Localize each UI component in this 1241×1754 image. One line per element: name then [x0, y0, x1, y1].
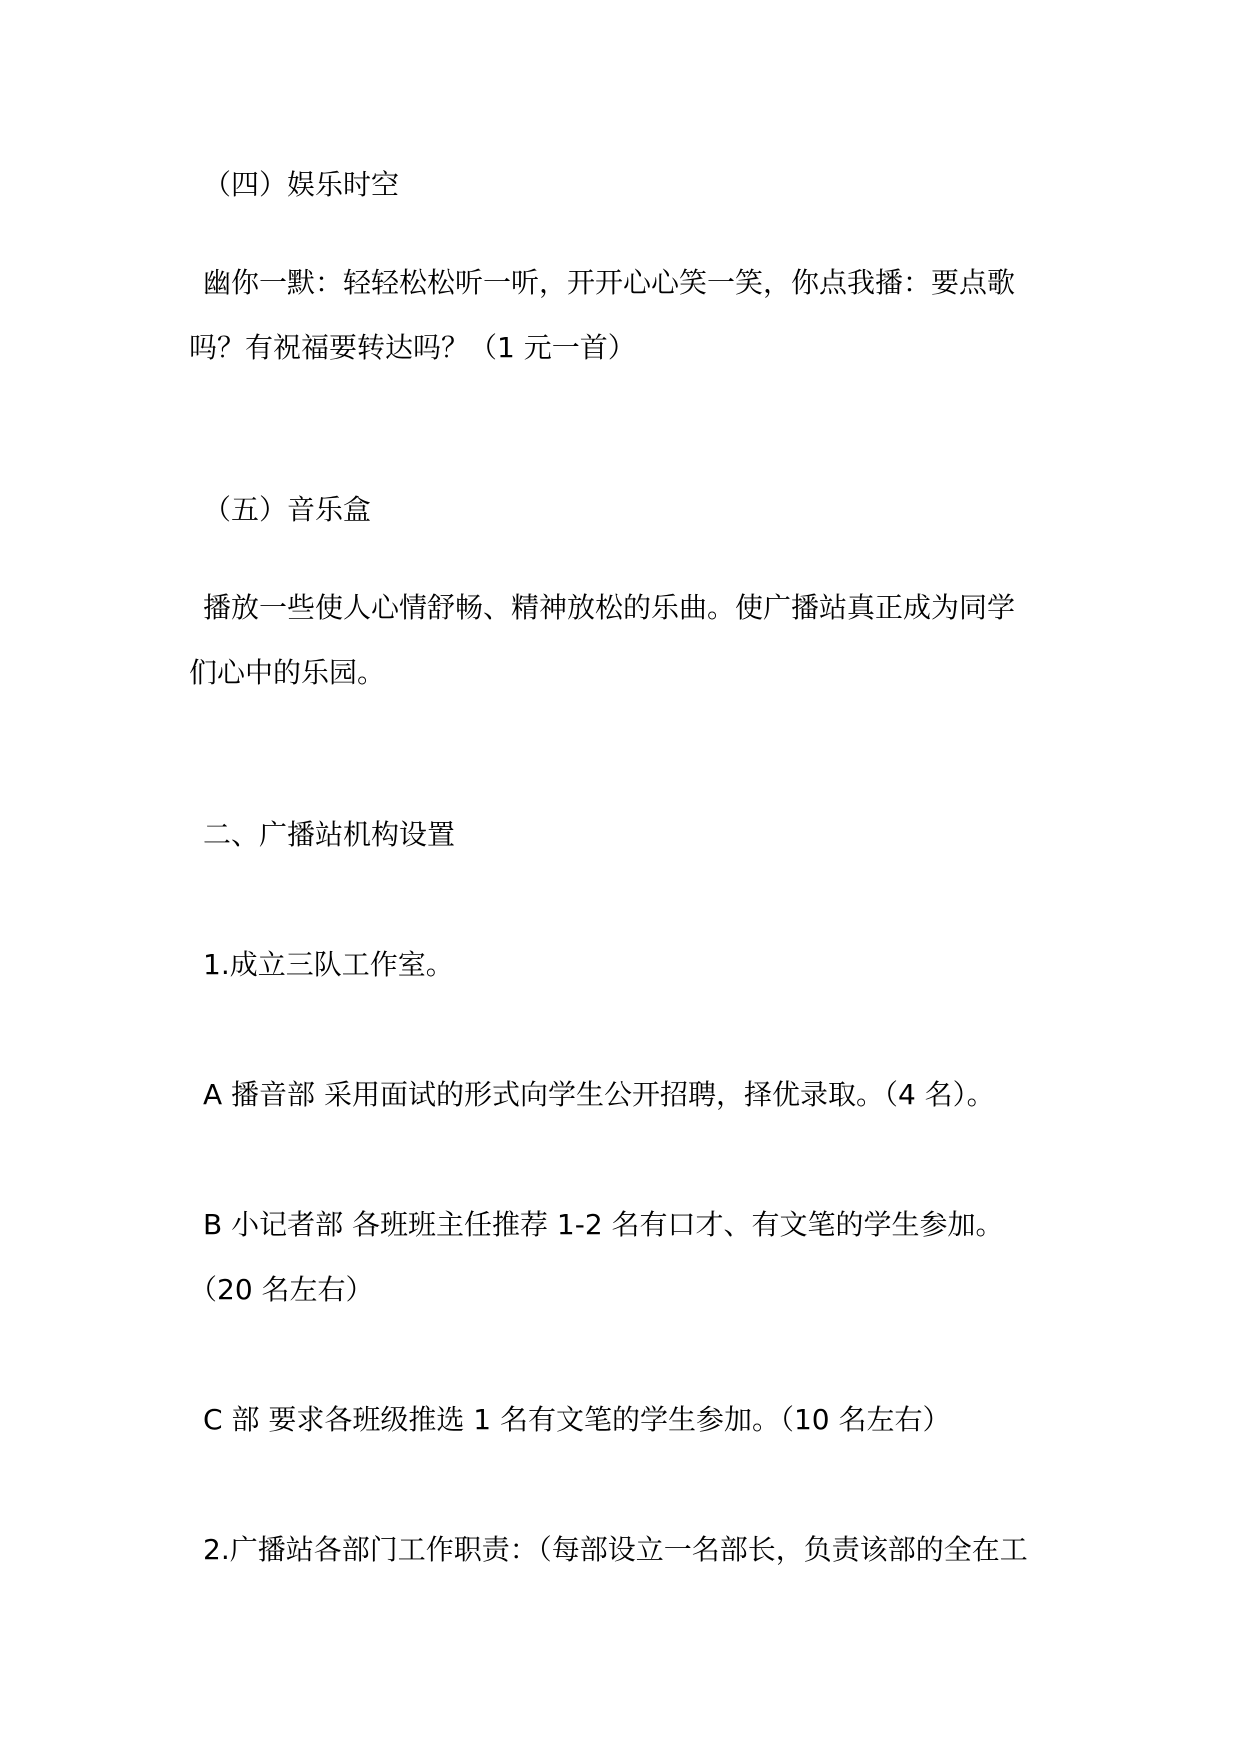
heading-organization [189, 802, 1069, 867]
paragraph-humor [189, 250, 1069, 380]
paragraph-three-teams [189, 932, 1069, 997]
paragraph-line: （四）娱乐时空 [203, 168, 400, 201]
paragraph-line: B 小记者部 各班班主任推荐 1-2 名有口才、有文笔的学生参加。 [203, 1208, 1004, 1241]
paragraph-music [189, 575, 1069, 705]
paragraph-line: 幽你一默：轻轻松松听一听，开开心心笑一笑，你点我播：要点歌 [203, 266, 1016, 299]
paragraph-line: A 播音部 采用面试的形式向学生公开招聘，择优录取。（4 名）。 [203, 1078, 995, 1111]
paragraph-line: C 部 要求各班级推选 1 名有文笔的学生参加。（10 名左右） [203, 1403, 951, 1436]
paragraph-line: 吗？有祝福要转达吗？（1 元一首） [189, 331, 636, 364]
heading-music-box [189, 477, 1069, 542]
paragraph-duties [189, 1517, 1069, 1582]
paragraph-broadcast-dept [189, 1062, 1069, 1127]
paragraph-line: 2.广播站各部门工作职责：（每部设立一名部长，负责该部的全在工 [203, 1533, 1028, 1566]
paragraph-line: 二、广播站机构设置 [203, 818, 456, 851]
paragraph-line: 们心中的乐园。 [189, 656, 386, 689]
paragraph-reporter-dept [189, 1192, 1069, 1322]
heading-entertainment [189, 152, 1069, 217]
paragraph-line: （五）音乐盒 [203, 493, 372, 526]
paragraph-line: 播放一些使人心情舒畅、精神放松的乐曲。使广播站真正成为同学 [203, 591, 1016, 624]
paragraph-c-dept [189, 1387, 1069, 1452]
paragraph-line: 1.成立三队工作室。 [203, 948, 454, 981]
paragraph-line: （20 名左右） [189, 1273, 374, 1306]
